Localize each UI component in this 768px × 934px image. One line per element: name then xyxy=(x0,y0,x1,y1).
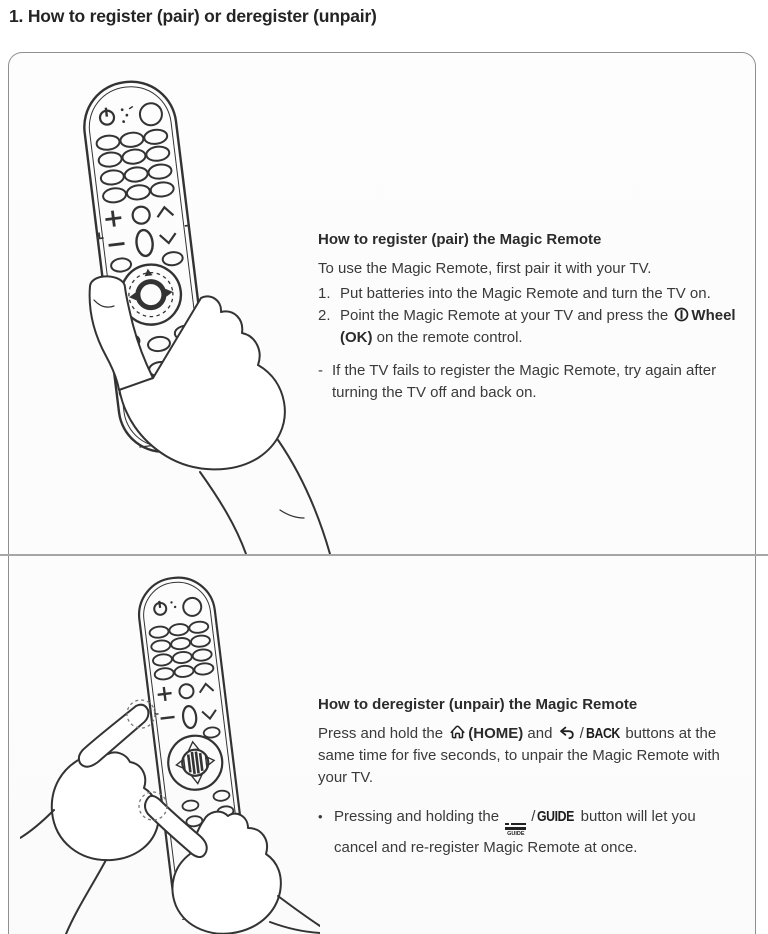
pair-heading: How to register (pair) the Magic Remote xyxy=(318,231,602,248)
bullet-text-post: button will let you cancel and re-register Magic Remote at once. xyxy=(334,808,696,856)
unpair-heading: How to deregister (unpair) the Magic Remote xyxy=(318,696,638,713)
section-divider xyxy=(0,554,768,556)
unpair-paragraph xyxy=(318,723,742,789)
bullet-text xyxy=(334,806,742,859)
step-text: Put batteries into the Magic Remote and turn the TV on. xyxy=(340,285,711,302)
back-icon xyxy=(559,726,575,740)
back-label: BACK xyxy=(585,725,620,742)
back-separator: / xyxy=(579,725,584,742)
unpair-bullet xyxy=(318,806,742,859)
note-text: If the TV fails to register the Magic Remote, try again after turning the TV off and back on. xyxy=(332,362,717,401)
guide-icon-bar xyxy=(505,827,526,830)
wheel-ok-label: Wheel (OK) xyxy=(340,307,736,346)
pair-step-1 xyxy=(318,283,742,305)
step-text-post: on the remote control. xyxy=(372,329,523,346)
pair-intro: To use the Magic Remote, first pair it with your TV. xyxy=(318,260,652,277)
step-text-pre: Point the Magic Remote at your TV and press the xyxy=(340,307,673,324)
home-icon xyxy=(449,724,466,740)
guide-icon-bar xyxy=(511,823,526,826)
bullet-text-pre: Pressing and holding the xyxy=(334,808,504,825)
unpair-text-and: and xyxy=(523,725,557,742)
home-label: (HOME) xyxy=(468,725,524,742)
note-marker: - xyxy=(318,362,323,379)
unpair-section-text xyxy=(318,694,742,859)
bullet-marker: • xyxy=(318,809,323,824)
guide-label: GUIDE xyxy=(537,808,575,825)
step-number: 1. xyxy=(318,285,331,302)
unpair-remote-illustration xyxy=(20,566,320,934)
unpair-text-pre: Press and hold the xyxy=(318,725,448,742)
pair-section-text xyxy=(318,229,742,404)
pair-note xyxy=(318,360,742,404)
step-number: 2. xyxy=(318,307,331,324)
guide-icon-microtext: GUIDE xyxy=(507,830,525,837)
step-text xyxy=(340,305,742,349)
wheel-ok-icon xyxy=(674,307,689,322)
guide-icon-dash xyxy=(505,823,509,826)
guide-button-icon xyxy=(505,823,526,837)
page-title: 1. How to register (pair) or deregister (unpair) xyxy=(9,6,377,26)
pair-remote-illustration xyxy=(32,68,332,554)
unpair-text-post: buttons at the same time for five seconds, to unpair the Magic Remote with your TV. xyxy=(318,725,720,786)
guide-separator: / xyxy=(531,808,536,825)
pair-step-2 xyxy=(318,305,742,349)
